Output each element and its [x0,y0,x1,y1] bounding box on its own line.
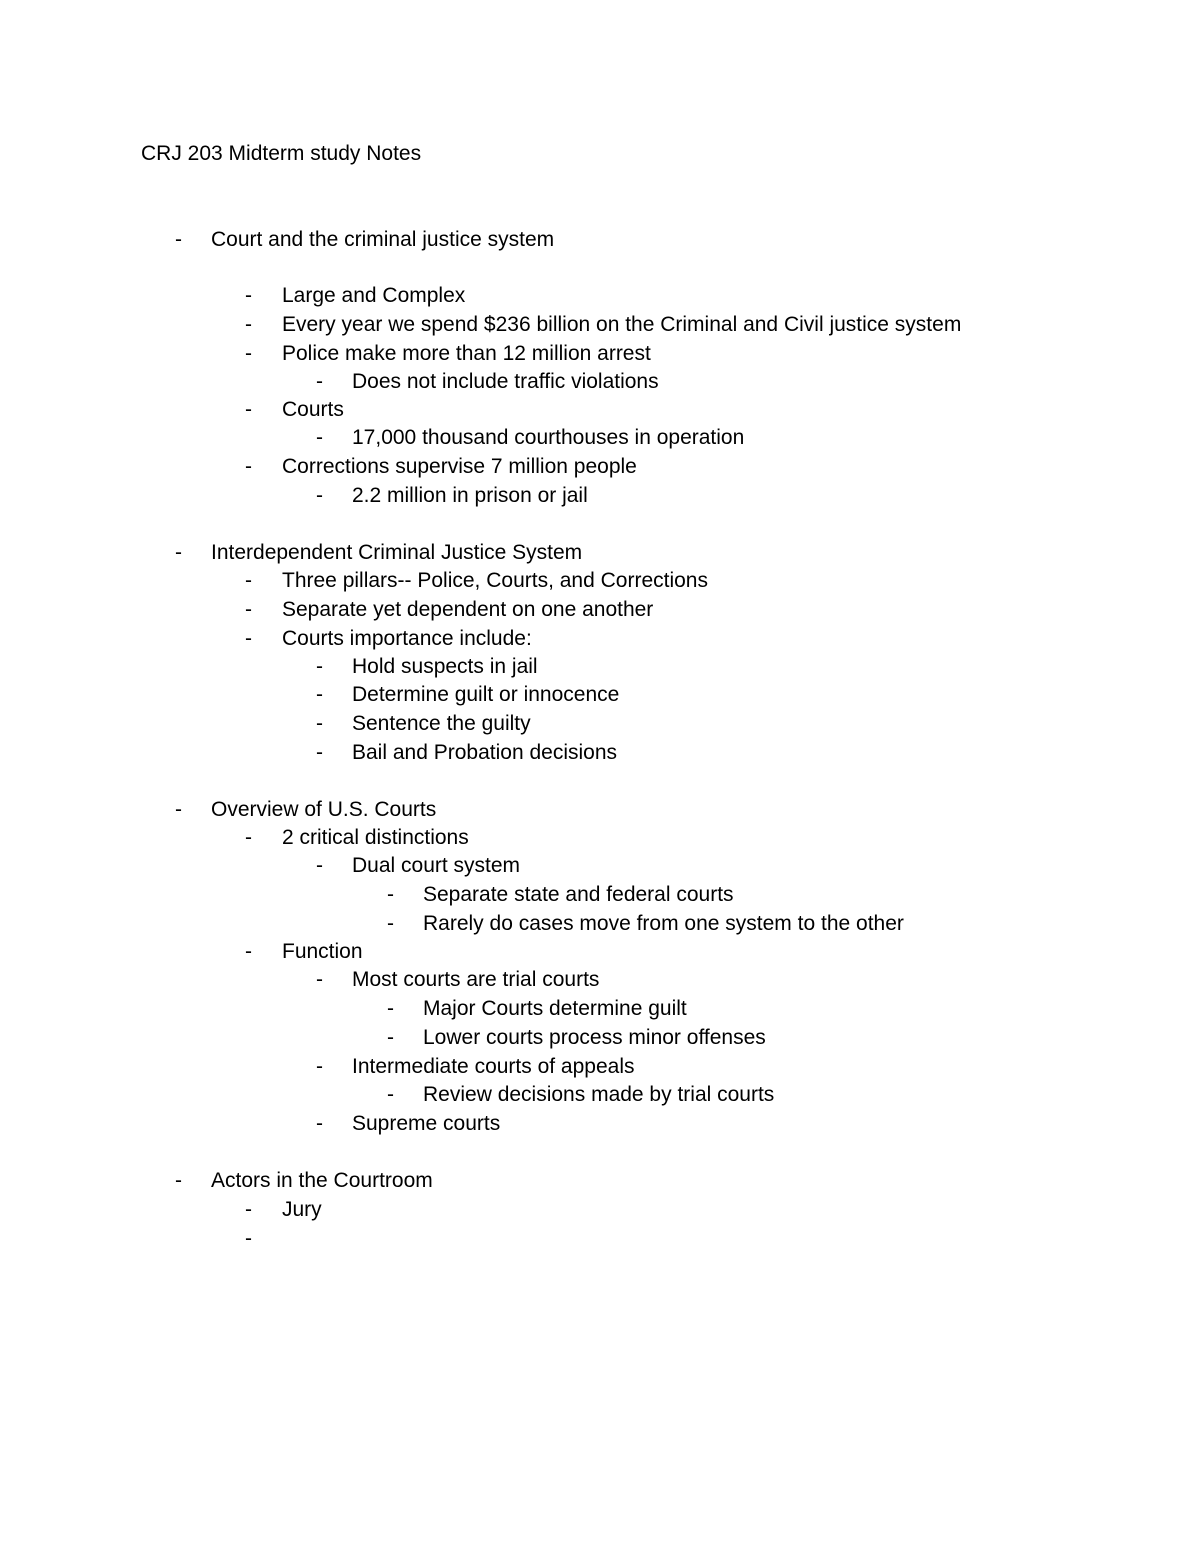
list-item-text: Rarely do cases move from one system to the other [423,912,904,935]
list-item-text: Most courts are trial courts [352,968,600,991]
bullet-dash: - [245,940,252,963]
bullet-dash: - [387,1083,394,1106]
list-item-text: Bail and Probation decisions [352,741,618,764]
list-item-text: Sentence the guilty [352,712,531,735]
list-item-text: Corrections supervise 7 million people [282,455,637,478]
bullet-dash: - [316,370,323,393]
bullet-dash: - [245,455,252,478]
list-item-text: Three pillars-- Police, Courts, and Corrections [282,569,708,592]
bullet-dash: - [245,313,252,336]
bullet-dash: - [245,398,252,421]
bullet-dash: - [316,968,323,991]
bullet-dash: - [387,883,394,906]
list-item-text: Intermediate courts of appeals [352,1055,635,1078]
list-item-text: Jury [282,1198,322,1221]
list-item-text: Police make more than 12 million arrest [282,342,651,365]
bullet-dash: - [175,541,182,564]
bullet-dash: - [387,912,394,935]
bullet-dash: - [245,1198,252,1221]
bullet-dash: - [316,683,323,706]
list-item-text: Large and Complex [282,284,466,307]
list-item-text: Separate state and federal courts [423,883,734,906]
list-item-text: Actors in the Courtroom [211,1169,433,1192]
bullet-dash: - [316,741,323,764]
bullet-dash: - [245,598,252,621]
list-item-text: Interdependent Criminal Justice System [211,541,583,564]
list-item-text: Hold suspects in jail [352,655,538,678]
list-item-text: Function [282,940,363,963]
list-item-text: 2 critical distinctions [282,826,469,849]
list-item-text: Dual court system [352,854,521,877]
bullet-dash: - [387,1026,394,1049]
bullet-dash: - [175,228,182,251]
list-item-text: Lower courts process minor offenses [423,1026,766,1049]
bullet-dash: - [245,826,252,849]
list-item-text: Courts importance include: [282,627,532,650]
list-item-text: Review decisions made by trial courts [423,1083,775,1106]
bullet-dash: - [316,484,323,507]
bullet-dash: - [245,284,252,307]
list-item-text: Does not include traffic violations [352,370,659,393]
bullet-dash: - [316,655,323,678]
list-item-text: 2.2 million in prison or jail [352,484,588,507]
bullet-dash: - [316,854,323,877]
bullet-dash: - [245,569,252,592]
list-item-text: Supreme courts [352,1112,501,1135]
bullet-dash: - [316,1055,323,1078]
list-item-text: Separate yet dependent on one another [282,598,654,621]
list-item-text: Determine guilt or innocence [352,683,620,706]
bullet-dash: - [245,1227,252,1250]
list-item-text: Courts [282,398,344,421]
bullet-dash: - [175,1169,182,1192]
bullet-dash: - [316,712,323,735]
bullet-dash: - [316,1112,323,1135]
list-item-text: Court and the criminal justice system [211,228,555,251]
page-title: CRJ 203 Midterm study Notes [141,142,422,165]
list-item-text: Major Courts determine guilt [423,997,687,1020]
list-item-text: 17,000 thousand courthouses in operation [352,426,745,449]
bullet-dash: - [316,426,323,449]
bullet-dash: - [245,342,252,365]
bullet-dash: - [175,798,182,821]
list-item-text: Overview of U.S. Courts [211,798,437,821]
list-item-text: Every year we spend $236 billion on the Criminal and Civil justice system [282,313,962,336]
bullet-dash: - [387,997,394,1020]
bullet-dash: - [245,627,252,650]
